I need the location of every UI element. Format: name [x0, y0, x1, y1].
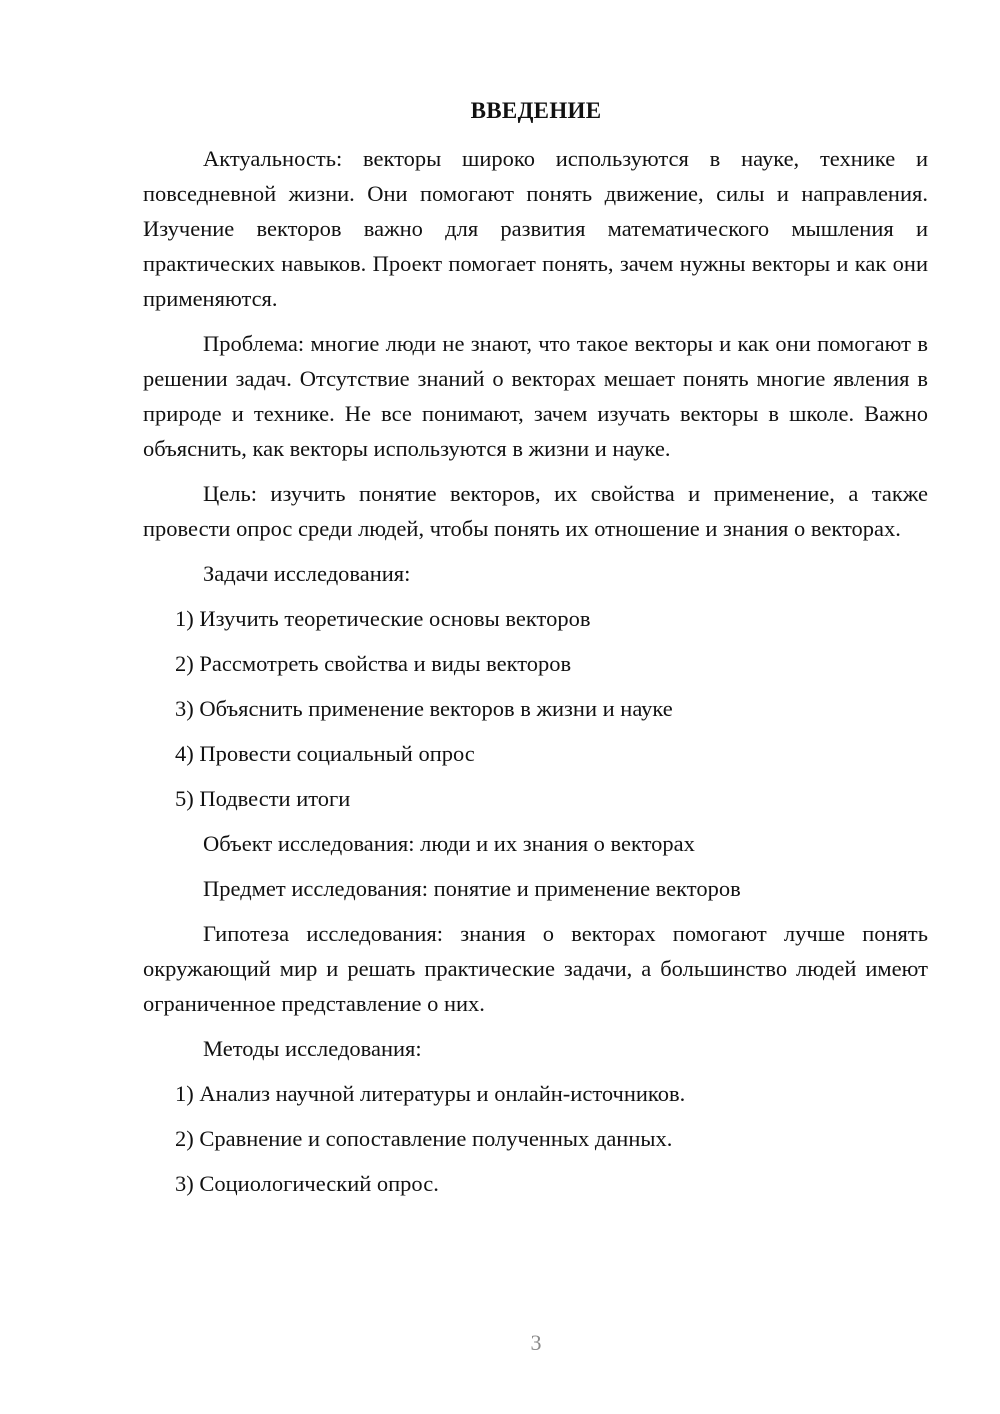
- task-item: 3) Объяснить применение векторов в жизни и науке: [175, 696, 673, 721]
- method-item: 2) Сравнение и сопоставление полученных данных.: [175, 1126, 673, 1151]
- relevance-paragraph: Актуальность: векторы широко используются в науке, технике и повседневной жизни. Они помогают понять движение, силы и направления. Изучение векторов важно для развития математического мышления и практических навыков. Проект помогает понять, зачем нужны векторы и как они применяются.: [143, 146, 928, 311]
- research-object: Объект исследования: люди и их знания о векторах: [203, 831, 695, 856]
- hypothesis-paragraph: Гипотеза исследования: знания о векторах помогают лучше понять окружающий мир и решать практические задачи, а большинство людей имеют ограниченное представление о них.: [143, 921, 928, 1016]
- goal-paragraph: Цель: изучить понятие векторов, их свойства и применение, а также провести опрос среди людей, чтобы понять их отношение и знания о векторах.: [143, 481, 928, 541]
- section-title: ВВЕДЕНИЕ: [470, 98, 602, 123]
- research-subject: Предмет исследования: понятие и применение векторов: [203, 876, 741, 901]
- task-item: 1) Изучить теоретические основы векторов: [175, 606, 591, 631]
- method-item: 3) Социологический опрос.: [175, 1171, 439, 1196]
- page-number: 3: [530, 1330, 542, 1355]
- methods-heading: Методы исследования:: [203, 1036, 422, 1061]
- problem-paragraph: Проблема: многие люди не знают, что такое векторы и как они помогают в решении задач. Отсутствие знаний о векторах мешает понять многие явления в природе и технике. Не все понимают, зачем изучать векторы в школе. Важно объяснить, как векторы используются в жизни и науке.: [143, 331, 928, 461]
- tasks-heading: Задачи исследования:: [203, 561, 411, 586]
- method-item: 1) Анализ научной литературы и онлайн-источников.: [175, 1081, 686, 1106]
- task-item: 4) Провести социальный опрос: [175, 741, 475, 766]
- task-item: 2) Рассмотреть свойства и виды векторов: [175, 651, 572, 676]
- task-item: 5) Подвести итоги: [175, 786, 351, 811]
- document-body: [143, 141, 928, 1211]
